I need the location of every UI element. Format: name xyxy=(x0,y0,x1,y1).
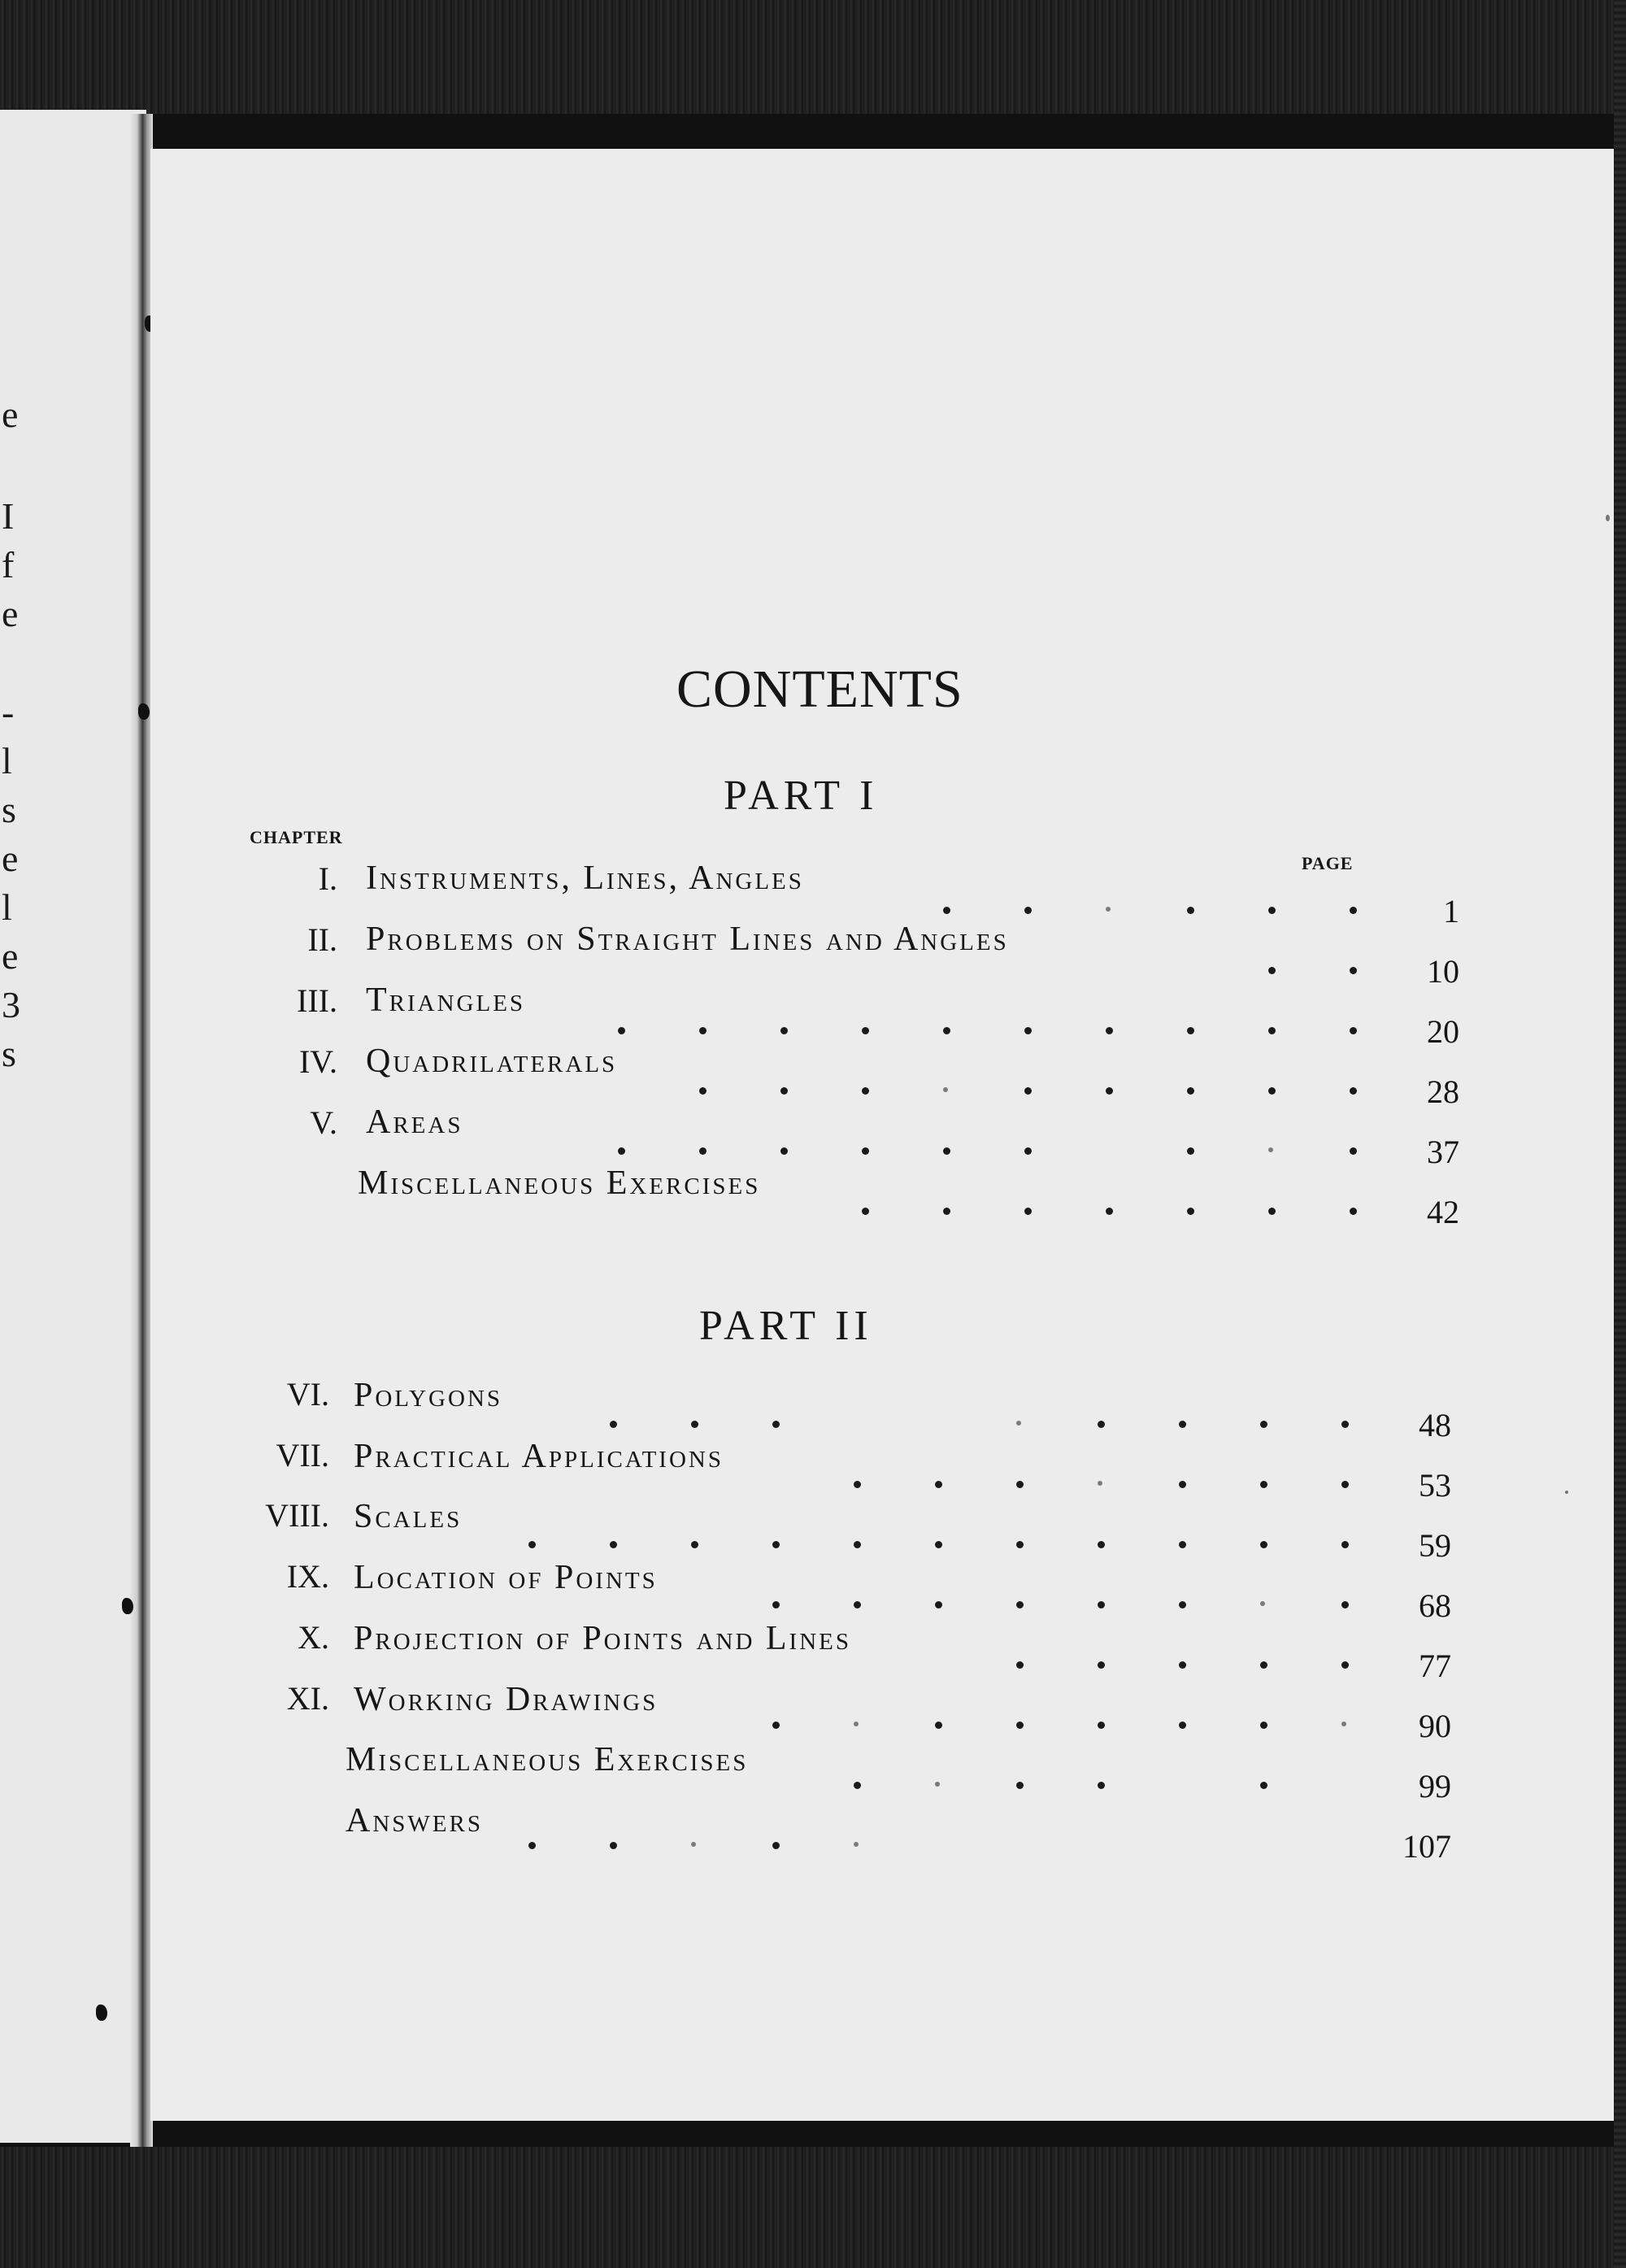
leader-dot xyxy=(1016,1601,1024,1608)
leader-dot xyxy=(1350,1147,1357,1155)
leader-dot xyxy=(943,1208,950,1215)
leader-dot xyxy=(699,1027,706,1034)
leader-dot xyxy=(1024,907,1032,914)
page-column-header: PAGE xyxy=(1302,853,1354,873)
binding-mark xyxy=(138,703,150,720)
leader-dot xyxy=(1024,1147,1032,1155)
leader-dot xyxy=(1106,1087,1113,1095)
leader-dot xyxy=(1350,967,1357,974)
facing-page-fragment: l xyxy=(2,886,12,928)
page-number: 42 xyxy=(1427,1194,1459,1230)
page-number: 77 xyxy=(1419,1648,1451,1684)
page-number: 68 xyxy=(1419,1587,1451,1624)
leader-dot xyxy=(1106,1208,1113,1215)
leader-dot xyxy=(854,1782,861,1789)
chapter-title: Projection of Points and Lines xyxy=(354,1620,851,1657)
part-one-heading: PART I xyxy=(724,773,879,819)
leader-dot xyxy=(1350,1027,1357,1034)
chapter-title: Polygons xyxy=(354,1377,503,1414)
leader-dot xyxy=(780,1027,788,1034)
leader-dot xyxy=(1024,1087,1032,1095)
leader-dot xyxy=(1260,1421,1267,1428)
leader-dot xyxy=(780,1147,788,1155)
chapter-numeral: VI. xyxy=(286,1376,329,1413)
leader-dot xyxy=(935,1481,942,1488)
leader-dot xyxy=(1024,1027,1032,1034)
leader-dot xyxy=(1098,1421,1105,1428)
binding-mark xyxy=(96,2005,107,2021)
leader-dot xyxy=(1016,1782,1024,1789)
leader-dot xyxy=(691,1421,698,1428)
leader-dot xyxy=(1268,1208,1276,1215)
scan-speck xyxy=(1565,1491,1568,1494)
leader-dot xyxy=(1016,1421,1021,1426)
leader-dot xyxy=(691,1541,698,1548)
chapter-title: Instruments, Lines, Angles xyxy=(366,860,804,897)
leader-dot xyxy=(1350,1208,1357,1215)
leader-dot xyxy=(1341,1421,1349,1428)
leader-dot xyxy=(1268,967,1276,974)
leader-dot xyxy=(1268,1027,1276,1034)
leader-dot xyxy=(1260,1661,1267,1669)
chapter-title: Areas xyxy=(366,1104,463,1141)
page-number: 1 xyxy=(1443,893,1459,929)
leader-dot xyxy=(1024,1208,1032,1215)
leader-dot xyxy=(1350,1087,1357,1095)
book-gutter xyxy=(130,114,153,2147)
leader-dot xyxy=(618,1147,625,1155)
facing-page-fragment: e xyxy=(2,935,19,977)
page-number: 48 xyxy=(1419,1407,1451,1443)
leader-dot xyxy=(1179,1541,1186,1548)
leader-dot xyxy=(1187,1087,1194,1095)
chapter-numeral: XI. xyxy=(286,1680,329,1717)
leader-dot xyxy=(618,1027,625,1034)
chapter-title: Triangles xyxy=(366,982,526,1019)
chapter-numeral: VIII. xyxy=(265,1497,329,1534)
facing-page-fragment: 3 xyxy=(2,984,20,1025)
leader-dot xyxy=(935,1722,942,1729)
leader-dot xyxy=(862,1027,869,1034)
facing-page-fragment: I xyxy=(2,495,15,537)
chapter-title: Location of Points xyxy=(354,1559,658,1596)
part-two-heading: PART II xyxy=(699,1303,873,1349)
page-number: 53 xyxy=(1419,1467,1451,1504)
leader-dot xyxy=(1341,1722,1346,1726)
facing-page-fragment: e xyxy=(2,394,19,435)
leader-dot xyxy=(1098,1782,1105,1789)
leader-dot xyxy=(1098,1661,1105,1669)
leader-dot xyxy=(862,1208,869,1215)
leader-dot xyxy=(1179,1481,1186,1488)
chapter-numeral: III. xyxy=(297,982,337,1019)
section-title: Answers xyxy=(346,1802,483,1839)
leader-dot xyxy=(935,1601,942,1608)
leader-dot xyxy=(854,1601,861,1608)
chapter-numeral: IV. xyxy=(298,1043,337,1080)
leader-dot xyxy=(1341,1601,1349,1608)
leader-dot xyxy=(1179,1661,1186,1669)
leader-dot xyxy=(772,1722,780,1729)
leader-dot xyxy=(1106,1027,1113,1034)
facing-page-fragment: f xyxy=(2,544,15,586)
leader-dot xyxy=(1098,1601,1105,1608)
leader-dot xyxy=(1106,907,1111,912)
leader-dot xyxy=(772,1842,780,1849)
leader-dot xyxy=(943,1147,950,1155)
leader-dot xyxy=(699,1087,706,1095)
chapter-numeral: V. xyxy=(310,1104,337,1141)
page-number: 37 xyxy=(1427,1134,1459,1170)
leader-dot xyxy=(528,1541,536,1548)
leader-dot xyxy=(1268,907,1276,914)
leader-dot xyxy=(1187,1147,1194,1155)
page-number: 20 xyxy=(1427,1013,1459,1050)
leader-dot xyxy=(1098,1722,1105,1729)
page-number: 59 xyxy=(1419,1527,1451,1564)
leader-dot xyxy=(1016,1661,1024,1669)
leader-dot xyxy=(854,1722,859,1726)
page-title: CONTENTS xyxy=(676,660,963,719)
chapter-numeral: X. xyxy=(298,1619,329,1656)
leader-dot xyxy=(1341,1541,1349,1548)
leader-dot xyxy=(1260,1722,1267,1729)
leader-dot xyxy=(935,1541,942,1548)
chapter-title: Working Drawings xyxy=(354,1681,659,1718)
leader-dot xyxy=(610,1842,617,1849)
chapter-title: Quadrilaterals xyxy=(366,1043,618,1080)
leader-dot xyxy=(1341,1481,1349,1488)
leader-dot xyxy=(610,1421,617,1428)
chapter-numeral: VII. xyxy=(276,1437,329,1474)
scan-speck xyxy=(1606,515,1610,521)
leader-dot xyxy=(1260,1601,1265,1606)
facing-page-fragment: l xyxy=(2,740,12,781)
page-number: 107 xyxy=(1402,1828,1451,1865)
leader-dot xyxy=(1268,1087,1276,1095)
section-title: Miscellaneous Exercises xyxy=(346,1741,749,1778)
leader-dot xyxy=(772,1601,780,1608)
page-number: 28 xyxy=(1427,1073,1459,1110)
leader-dot xyxy=(1187,907,1194,914)
leader-dot xyxy=(772,1541,780,1548)
leader-dot xyxy=(1179,1722,1186,1729)
chapter-title: Scales xyxy=(354,1498,463,1535)
contents-page xyxy=(150,149,1614,2121)
facing-page-fragment: - xyxy=(2,691,15,733)
leader-dot xyxy=(1179,1421,1186,1428)
page-number: 99 xyxy=(1419,1768,1451,1804)
leader-dot xyxy=(1260,1541,1267,1548)
page-number: 10 xyxy=(1427,953,1459,990)
chapter-title: Practical Applications xyxy=(354,1438,724,1475)
leader-dot xyxy=(1341,1661,1349,1669)
leader-dot xyxy=(1260,1782,1267,1789)
leader-dot xyxy=(943,1027,950,1034)
leader-dot xyxy=(854,1842,859,1847)
facing-page-fragment: s xyxy=(2,1033,16,1074)
leader-dot xyxy=(1268,1147,1273,1152)
scan-border-right xyxy=(1614,0,1626,2268)
leader-dot xyxy=(1179,1601,1186,1608)
facing-page-fragment: e xyxy=(2,838,19,879)
leader-dot xyxy=(943,907,950,914)
section-title: Miscellaneous Exercises xyxy=(358,1164,761,1202)
chapter-numeral: IX. xyxy=(286,1558,329,1595)
leader-dot xyxy=(1016,1541,1024,1548)
leader-dot xyxy=(691,1842,696,1847)
leader-dot xyxy=(1350,907,1357,914)
leader-dot xyxy=(1098,1541,1105,1548)
page-number: 90 xyxy=(1419,1708,1451,1744)
leader-dot xyxy=(935,1782,940,1787)
leader-dot xyxy=(772,1421,780,1428)
leader-dot xyxy=(862,1147,869,1155)
chapter-column-header: CHAPTER xyxy=(250,827,343,847)
leader-dot xyxy=(854,1481,861,1488)
leader-dot xyxy=(610,1541,617,1548)
scan-border-top xyxy=(0,0,1626,114)
chapter-numeral: I. xyxy=(318,860,337,897)
leader-dot xyxy=(862,1087,869,1095)
scan-border-bottom xyxy=(0,2147,1626,2268)
chapter-title: Problems on Straight Lines and Angles xyxy=(366,921,1009,958)
leader-dot xyxy=(1016,1722,1024,1729)
leader-dot xyxy=(528,1842,536,1849)
leader-dot xyxy=(1187,1027,1194,1034)
facing-page xyxy=(0,110,146,2143)
binding-mark xyxy=(122,1598,133,1614)
leader-dot xyxy=(854,1541,861,1548)
facing-page-fragment: e xyxy=(2,593,19,634)
leader-dot xyxy=(1098,1481,1102,1486)
facing-page-fragment: s xyxy=(2,789,16,830)
leader-dot xyxy=(1016,1481,1024,1488)
chapter-numeral: II. xyxy=(307,921,337,958)
leader-dot xyxy=(1187,1208,1194,1215)
leader-dot xyxy=(943,1087,948,1092)
leader-dot xyxy=(699,1147,706,1155)
leader-dot xyxy=(1260,1481,1267,1488)
leader-dot xyxy=(780,1087,788,1095)
